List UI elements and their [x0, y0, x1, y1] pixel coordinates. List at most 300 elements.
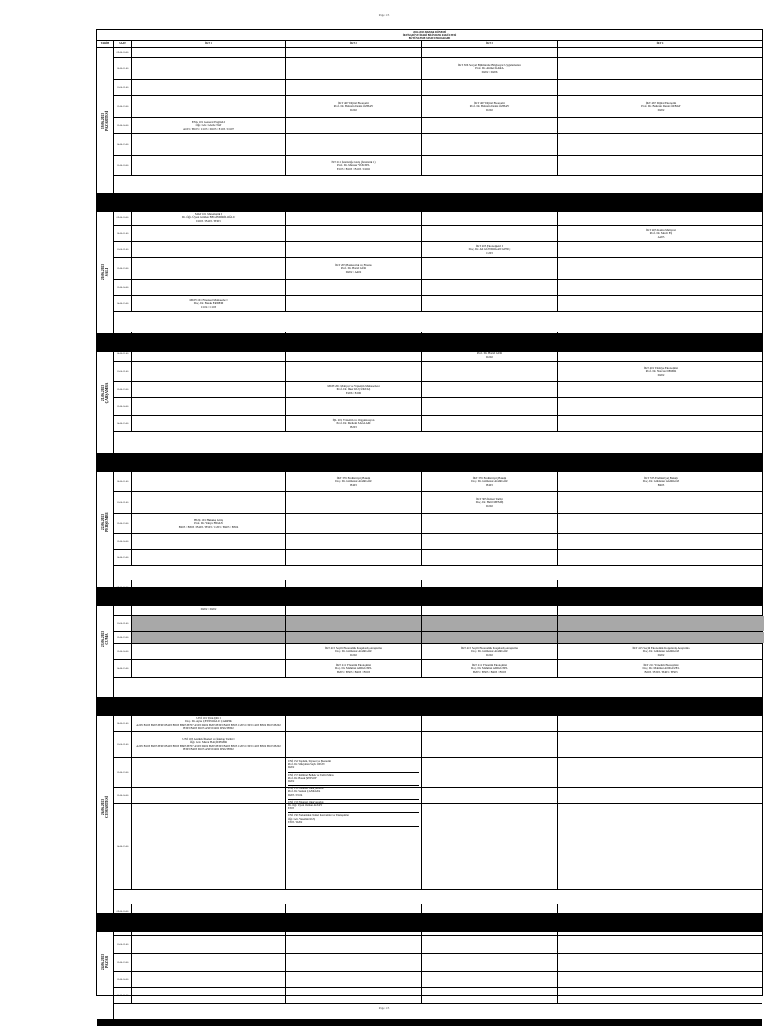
exam-course-title: UNİ 101 Türk Dili I — [196, 715, 221, 720]
time-slot-label: 13:00-14:00 — [114, 398, 132, 415]
time-slot-label: 12:00-13:00 — [114, 514, 132, 533]
elective-exam-instructor: Prof. Dr. Basak ŞENSOY — [288, 776, 317, 780]
schedule-cell — [132, 416, 286, 431]
exam-entry[interactable] — [422, 476, 557, 487]
time-slot-row — [114, 118, 762, 134]
exam-rooms: A205 B103 B203 B303 B403 B503 B603 B707 A503 D202 B203 B303 B403 B503 C203 C303 C403 B302 B103 B202 B303 B403 D103 A503 D402 D502 B802 — [136, 743, 281, 751]
exam-instructor: Doç. Dr. Halil MEMİŞ — [475, 499, 504, 504]
time-slot-row — [114, 210, 762, 226]
page-number-top: Page 1/3 — [378, 13, 390, 17]
exam-course-title: İKT 211 Yönetim Ekonomisi — [336, 662, 371, 667]
time-slot-label: 11:00-12:00 — [114, 732, 132, 757]
schedule-cell — [558, 134, 764, 155]
schedule-cell — [286, 134, 422, 155]
exam-entry[interactable] — [422, 646, 557, 657]
time-slot-label: 12:00-13:00 — [114, 632, 132, 643]
time-slot-label: 11:00-12:00 — [114, 80, 132, 95]
schedule-cell — [422, 660, 558, 677]
day-label — [97, 456, 114, 587]
exam-entry[interactable] — [422, 101, 557, 112]
day-block — [97, 700, 762, 932]
time-slot-label: 11:00-12:00 — [114, 616, 132, 631]
schedule-cell — [132, 534, 286, 549]
schedule-cell — [422, 972, 558, 987]
day-date: 24.06.2023 — [101, 953, 105, 970]
exam-course-title: İKT 415 Seçili Ekonomik Konularda Araştırma — [632, 645, 690, 650]
schedule-cell — [286, 242, 422, 257]
time-slot-row — [114, 492, 762, 514]
exam-instructor: Prof. Dr. Mansur YÜKSEL — [337, 162, 370, 167]
exam-rooms: B203 / B303 / B403 / B503 — [472, 669, 506, 674]
schedule-cell — [286, 700, 422, 715]
exam-course-title: UNİ 103 Atatürk İlkeleri ve İnkılap Tarihi I — [182, 736, 235, 741]
elective-exam-room: E303 — [288, 807, 294, 811]
elective-exam-room: D202 — [288, 780, 295, 784]
schedule-cell — [558, 156, 764, 175]
schedule-cell — [558, 492, 764, 513]
elective-exam-entry[interactable] — [288, 759, 419, 773]
schedule-cell — [286, 660, 422, 677]
schedule-cell — [422, 550, 558, 565]
time-slot-label: 09:00-10:00 — [114, 332, 132, 345]
time-slot-label: 13:00-14:00 — [114, 972, 132, 987]
time-slot-label: 15:00-16:00 — [114, 156, 132, 175]
time-slot-row — [114, 550, 762, 566]
schedule-cell — [558, 534, 764, 549]
exam-entry[interactable] — [132, 518, 285, 529]
time-slot-label: 14:00-15:00 — [114, 134, 132, 155]
schedule-cell — [558, 346, 764, 361]
exam-rooms: E206 / E206 — [346, 390, 361, 395]
exam-entry[interactable] — [422, 497, 557, 508]
schedule-cell — [422, 534, 558, 549]
title-line-2: İKTİSADİ VE İDARİ BİLİMLER FAKÜLTESİ — [402, 34, 457, 38]
schedule-cell — [558, 96, 764, 117]
time-slot-label: 13:00-14:00 — [114, 644, 132, 659]
exam-instructor: Doç. Dr. Güldenur AĞIRGÖZ — [471, 648, 508, 653]
exam-course-title: MAT 101 Matematik I — [194, 211, 223, 216]
schedule-cell — [422, 296, 558, 311]
exam-schedule-table — [96, 29, 763, 996]
exam-entry[interactable] — [558, 476, 764, 487]
schedule-cell — [558, 472, 764, 491]
exam-rooms: B403 — [350, 482, 357, 487]
schedule-cell — [558, 210, 764, 225]
exam-instructor: Doç. Dr. Mahmut ADIGÜZEL — [335, 665, 372, 670]
time-slot-label: 10:00-11:00 — [114, 58, 132, 79]
exam-rooms: D202 — [350, 652, 357, 657]
exam-rooms: E103 / B103 / B103 / D202 — [336, 166, 370, 171]
time-slot-row — [114, 788, 762, 804]
title-line-1: 2022-2023 BAHAR DÖNEMİ — [413, 31, 446, 34]
exam-entry[interactable] — [132, 212, 285, 223]
time-slot-row — [114, 732, 762, 758]
header-ikt1: İKT 1 — [132, 41, 286, 47]
exam-instructor: Doç. Dr. Güldenur AĞIRGÖZ — [471, 478, 508, 483]
schedule-cell — [132, 804, 286, 889]
exam-instructor: Prof. Dr. Harid GÜR — [476, 350, 503, 355]
exam-instructor: Prof. Dr. İlker KÜÇÜKTAŞ — [336, 386, 371, 391]
time-slot-row — [114, 80, 762, 96]
schedule-cell — [286, 296, 422, 311]
exam-rooms: D202 — [350, 107, 357, 112]
schedule-cell — [558, 988, 764, 1003]
schedule-cell — [286, 80, 422, 95]
day-label — [97, 332, 114, 453]
schedule-cell — [286, 472, 422, 491]
exam-instructor: Prof. Dr. Bahrain Deniz ÖZBAY — [469, 103, 510, 108]
exam-instructor: Prof. Dr. Bahrain Deniz ÖZBAY — [641, 103, 681, 108]
exam-course-title: İKT 101 İktisada Giriş — [194, 599, 223, 604]
exam-entry[interactable] — [558, 101, 764, 112]
schedule-cell — [422, 332, 558, 345]
schedule-cell — [422, 988, 558, 1003]
time-slot-label: 12:00-13:00 — [114, 96, 132, 117]
exam-course-title: İKT 335 Endüstriyel Bakım — [472, 475, 507, 480]
time-slot-label: 14:00-15:00 — [114, 660, 132, 677]
schedule-cell — [422, 80, 558, 95]
exam-rooms: B203 / B303 / B403 / B503 — [336, 669, 370, 674]
exam-course-title: İKT 305 İktisat Tarihi — [476, 496, 503, 501]
exam-course-title: İKT 211 Yönetim Ekonomisi — [472, 662, 507, 667]
exam-rooms: D202 — [657, 107, 665, 112]
time-slot-label: 12:00-13:00 — [114, 758, 132, 787]
day-date: 19.06.2023 — [101, 112, 105, 129]
time-slot-row — [114, 456, 762, 472]
schedule-cell — [422, 644, 558, 659]
schedule-cell — [286, 972, 422, 987]
schedule-cell — [132, 788, 286, 803]
time-slot-label: 13:00-14:00 — [114, 788, 132, 803]
exam-entry[interactable] — [286, 663, 421, 674]
day-weekday: SALI — [105, 267, 109, 276]
time-slot-row — [114, 936, 762, 954]
schedule-cell — [422, 700, 558, 715]
elective-exam-instructor: Prof. Dr. Serkan ÇANKAYA — [288, 790, 321, 794]
schedule-cell — [558, 920, 764, 935]
schedule-cell — [558, 788, 764, 803]
exam-course-title: İKT 415 Seçili Ekonomik Konularda Araştırma — [324, 645, 383, 650]
exam-rooms: D202 — [486, 354, 493, 359]
elective-exam-entry[interactable] — [288, 813, 419, 827]
exam-rooms: D202 — [657, 372, 665, 377]
schedule-cell — [558, 904, 764, 919]
time-slot-row — [114, 972, 762, 988]
schedule-cell — [422, 758, 558, 787]
schedule-cell — [558, 550, 764, 565]
schedule-cell — [286, 210, 422, 225]
schedule-cell — [558, 242, 764, 257]
schedule-cell — [286, 492, 422, 513]
time-slot-row — [114, 804, 762, 890]
day-label — [97, 580, 114, 697]
schedule-cell — [558, 732, 764, 757]
exam-entry[interactable] — [558, 646, 764, 657]
time-slot-row — [114, 472, 762, 492]
schedule-cell — [422, 96, 558, 117]
time-slot-row — [114, 258, 762, 280]
schedule-cell — [558, 226, 764, 241]
exam-rooms: D202 — [486, 503, 493, 508]
exam-instructor: Doç. Dr. Güldenur AĞIRGÖZ — [642, 648, 680, 653]
schedule-cell — [286, 904, 422, 919]
schedule-cell — [132, 80, 286, 95]
time-slot-label: 09:00-10:00 — [114, 580, 132, 595]
time-slot-row — [114, 954, 762, 972]
elective-exam-room: D203 / E104 — [288, 793, 303, 797]
exam-entry[interactable] — [132, 120, 285, 131]
schedule-cell — [422, 456, 558, 471]
exam-instructor: Öğr. Gör. Murat HAÇİDEMİR — [189, 740, 228, 744]
exam-course-title: ENG 101 General English I — [191, 119, 226, 124]
exam-course-title: İKT 211 Yönetim Ekonomisi — [643, 662, 679, 667]
exam-course-title: İŞL 201 Yönetim ve Organizasyon — [332, 417, 375, 422]
exam-entry[interactable] — [286, 418, 421, 429]
time-slot-row — [114, 700, 762, 716]
schedule-cell — [286, 398, 422, 415]
time-slot-row — [114, 58, 762, 80]
exam-entry[interactable] — [422, 663, 557, 674]
exam-course-title: İKT 467 Dijital Ekonomi — [645, 100, 677, 105]
elective-exam-entry[interactable] — [288, 773, 419, 787]
schedule-cell — [422, 580, 558, 595]
schedule-cell — [558, 758, 764, 787]
day-date: 22.06.2023 — [101, 513, 105, 530]
time-slot-label: 10:00-11:00 — [114, 226, 132, 241]
schedule-cell — [558, 514, 764, 533]
time-slot-row — [114, 296, 762, 312]
schedule-cell — [286, 514, 422, 533]
schedule-cell — [132, 954, 286, 971]
time-slot-row — [114, 382, 762, 398]
schedule-cell — [132, 58, 286, 79]
exam-instructor: Doç. Dr. Ali GÜNDOĞAN GENÇ — [468, 246, 511, 251]
time-slot-label: 12:00-13:00 — [114, 382, 132, 397]
schedule-cell — [286, 346, 422, 361]
elective-exam-entry[interactable] — [288, 786, 419, 800]
elective-exam-title: UNİ 133 Finansal Okuryazarlık — [288, 800, 324, 804]
exam-entry[interactable] — [422, 348, 557, 359]
schedule-cell — [286, 226, 422, 241]
schedule-cell — [558, 616, 764, 631]
exam-entry[interactable] — [132, 738, 285, 752]
day-weekday: CUMARTESİ — [105, 795, 109, 818]
schedule-cell — [558, 456, 764, 471]
schedule-cell — [132, 972, 286, 987]
exam-instructor: Prof. Dr. Harid GÜR — [340, 265, 367, 270]
schedule-cell — [132, 596, 286, 615]
time-slot-row — [114, 644, 762, 660]
schedule-cell — [558, 954, 764, 971]
schedule-cell — [422, 258, 558, 279]
time-slot-row — [114, 716, 762, 732]
time-slot-row — [114, 616, 762, 632]
schedule-cell — [132, 920, 286, 935]
exam-course-title: İKT 415 Seçili Ekonomik Konularda Araştırma — [460, 645, 519, 650]
schedule-cell — [132, 716, 286, 731]
elective-exam-instructor: Öğr. Gör. Yasemin KUŞ — [288, 817, 316, 821]
time-slot-label: 09:00-10:00 — [114, 48, 132, 57]
day-weekday: CUMA — [105, 632, 109, 645]
schedule-cell — [132, 398, 286, 415]
schedule-cell — [286, 732, 422, 757]
schedule-cell — [132, 580, 286, 595]
exam-entry[interactable] — [286, 101, 421, 112]
exam-entry[interactable] — [286, 646, 421, 657]
exam-entry[interactable] — [286, 160, 421, 171]
day-date: 26.06.2023 — [101, 798, 105, 815]
exam-entry[interactable] — [558, 366, 764, 377]
time-slot-row — [114, 96, 762, 118]
schedule-cell — [558, 804, 764, 889]
time-slot-label: 09:00-10:00 — [114, 904, 132, 919]
exam-instructor: Doç. Dr. Güldenur AĞIRGÖZ — [335, 648, 372, 653]
exam-entry[interactable] — [286, 263, 421, 274]
exam-course-title: İKT 335 Endüstriyel Bakım — [644, 475, 678, 480]
schedule-cell — [132, 936, 286, 953]
time-slot-row — [114, 632, 762, 644]
schedule-cell — [286, 280, 422, 295]
day-block — [97, 580, 762, 716]
time-slot-label: 10:00-11:00 — [114, 596, 132, 615]
time-slot-row — [114, 660, 762, 678]
schedule-cell — [422, 242, 558, 257]
exam-course-title: İKT 401 Türkiye Ekonomisi — [643, 365, 679, 370]
schedule-cell — [558, 280, 764, 295]
header-ikt3: İKT 3 — [422, 41, 558, 47]
exam-instructor: Doç. Dr. Aysu ÇETİNOĞLU ÇARPIK — [185, 719, 232, 723]
schedule-cell — [422, 226, 558, 241]
exam-instructor: Doç. Dr. Mahmut ADIGÜZEL — [642, 665, 680, 670]
time-slot-label: 10:00-11:00 — [114, 346, 132, 361]
time-slot-label: 14:00-15:00 — [114, 988, 132, 1003]
schedule-cell — [286, 118, 422, 133]
time-slot-row — [114, 242, 762, 258]
schedule-cell — [558, 580, 764, 595]
time-slot-row — [114, 156, 762, 176]
elective-exam-room: E303 / D202 — [288, 820, 303, 824]
exam-course-title: İKT 467 Dijital Ekonomi — [338, 100, 369, 105]
exam-instructor: Öğr. Gör. Gözde TAT — [195, 122, 222, 127]
schedule-cell — [286, 332, 422, 345]
schedule-cell — [132, 758, 286, 787]
schedule-cell — [132, 226, 286, 241]
exam-entry[interactable] — [558, 663, 764, 674]
exam-course-title: HUK 101 Hukuka Giriş — [194, 517, 223, 522]
schedule-cell — [558, 416, 764, 431]
day-date: 20.06.2023 — [101, 263, 105, 280]
day-weekday: ÇARŞAMBA — [105, 382, 109, 403]
schedule-cell — [132, 280, 286, 295]
schedule-cell — [422, 362, 558, 381]
exam-entry[interactable] — [422, 63, 557, 74]
exam-entry[interactable] — [286, 476, 421, 487]
schedule-cell — [132, 362, 286, 381]
schedule-cell — [558, 80, 764, 95]
time-slot-label: 11:00-12:00 — [114, 242, 132, 257]
elective-exam-instructor: Dr. Öğr. Üyesi Osman ALTAY — [288, 804, 323, 808]
elective-exam-title: UNİ 133 Finansal Okuryazarlık — [288, 787, 324, 791]
schedule-cell — [286, 58, 422, 79]
exam-course-title: İKT 403 Kamu Maliyesi — [646, 227, 676, 232]
schedule-cell — [132, 156, 286, 175]
schedule-cell — [422, 954, 558, 971]
time-slot-row — [114, 280, 762, 296]
exam-entry[interactable] — [132, 717, 285, 731]
time-slot-row — [114, 514, 762, 534]
schedule-cell — [422, 632, 558, 643]
schedule-cell — [558, 296, 764, 311]
schedule-cell — [558, 716, 764, 731]
exam-course-title: İKT 303 Uluslararası Ekonomi I — [470, 347, 509, 352]
schedule-cell — [132, 382, 286, 397]
schedule-cell — [422, 118, 558, 133]
schedule-cell — [558, 596, 764, 615]
time-slot-label: 12:00-13:00 — [114, 258, 132, 279]
schedule-cell — [132, 988, 286, 1003]
exam-rooms: B203 — [350, 424, 357, 429]
day-weekday: PAZAR — [105, 955, 109, 968]
exam-entry[interactable] — [422, 244, 557, 255]
schedule-cell — [558, 48, 764, 57]
elective-exam-title: UNİ 157 Kültürel Bellek ve Tarihi Miras — [288, 773, 334, 777]
exam-instructor: Dr. Öğr. Üyesi Gülden BEGİNDİRİLOĞLU — [181, 214, 236, 219]
time-slot-row — [114, 596, 762, 616]
day-separator-band — [97, 1019, 762, 1025]
time-slot-label: 14:00-15:00 — [114, 416, 132, 431]
time-slot-label: 12:00-13:00 — [114, 954, 132, 971]
schedule-cell — [286, 632, 422, 643]
exam-course-title: İST 211 İstatistiğe Giriş (İstatistik 1) — [331, 159, 376, 164]
time-slot-row — [114, 332, 762, 346]
schedule-cell — [132, 258, 286, 279]
exam-rooms: C203 — [486, 250, 493, 255]
day-label — [97, 48, 114, 193]
schedule-cell — [558, 398, 764, 415]
exam-rooms: D202 / D202 — [200, 606, 217, 611]
exam-instructor: Prof. Dr. Bahrain Deniz ÖZBAY — [333, 103, 374, 108]
schedule-cell — [422, 936, 558, 953]
exam-instructor: Doç. Dr. Basak ERDEM — [193, 300, 224, 305]
exam-instructor: Prof. Dr. Yahya FİDAN — [194, 520, 223, 525]
time-slot-label: 13:00-14:00 — [114, 118, 132, 133]
elective-exam-entry[interactable] — [288, 800, 419, 814]
schedule-cell — [132, 616, 286, 631]
schedule-cell — [422, 58, 558, 79]
time-slot-label: 11:00-12:00 — [114, 492, 132, 513]
time-slot-label: 13:00-14:00 — [114, 280, 132, 295]
exam-entry[interactable] — [132, 600, 285, 611]
schedule-cell — [132, 514, 286, 533]
schedule-cell — [132, 96, 286, 117]
schedule-cell — [422, 732, 558, 757]
schedule-cell — [558, 632, 764, 643]
exam-entry[interactable] — [558, 228, 764, 239]
time-slot-label: 14:00-15:00 — [114, 550, 132, 565]
schedule-cell — [422, 596, 558, 615]
schedule-cell — [422, 398, 558, 415]
exam-rooms: D202 — [486, 652, 493, 657]
time-slot-label: 13:00-14:00 — [114, 534, 132, 549]
schedule-cell — [558, 118, 764, 133]
day-label — [97, 700, 114, 913]
schedule-cell — [422, 616, 558, 631]
schedule-cell — [286, 156, 422, 175]
exam-entry[interactable] — [132, 298, 285, 309]
header-ikt4: İKT 4 — [656, 42, 664, 45]
exam-entry[interactable] — [286, 384, 421, 395]
schedule-cell — [132, 134, 286, 155]
